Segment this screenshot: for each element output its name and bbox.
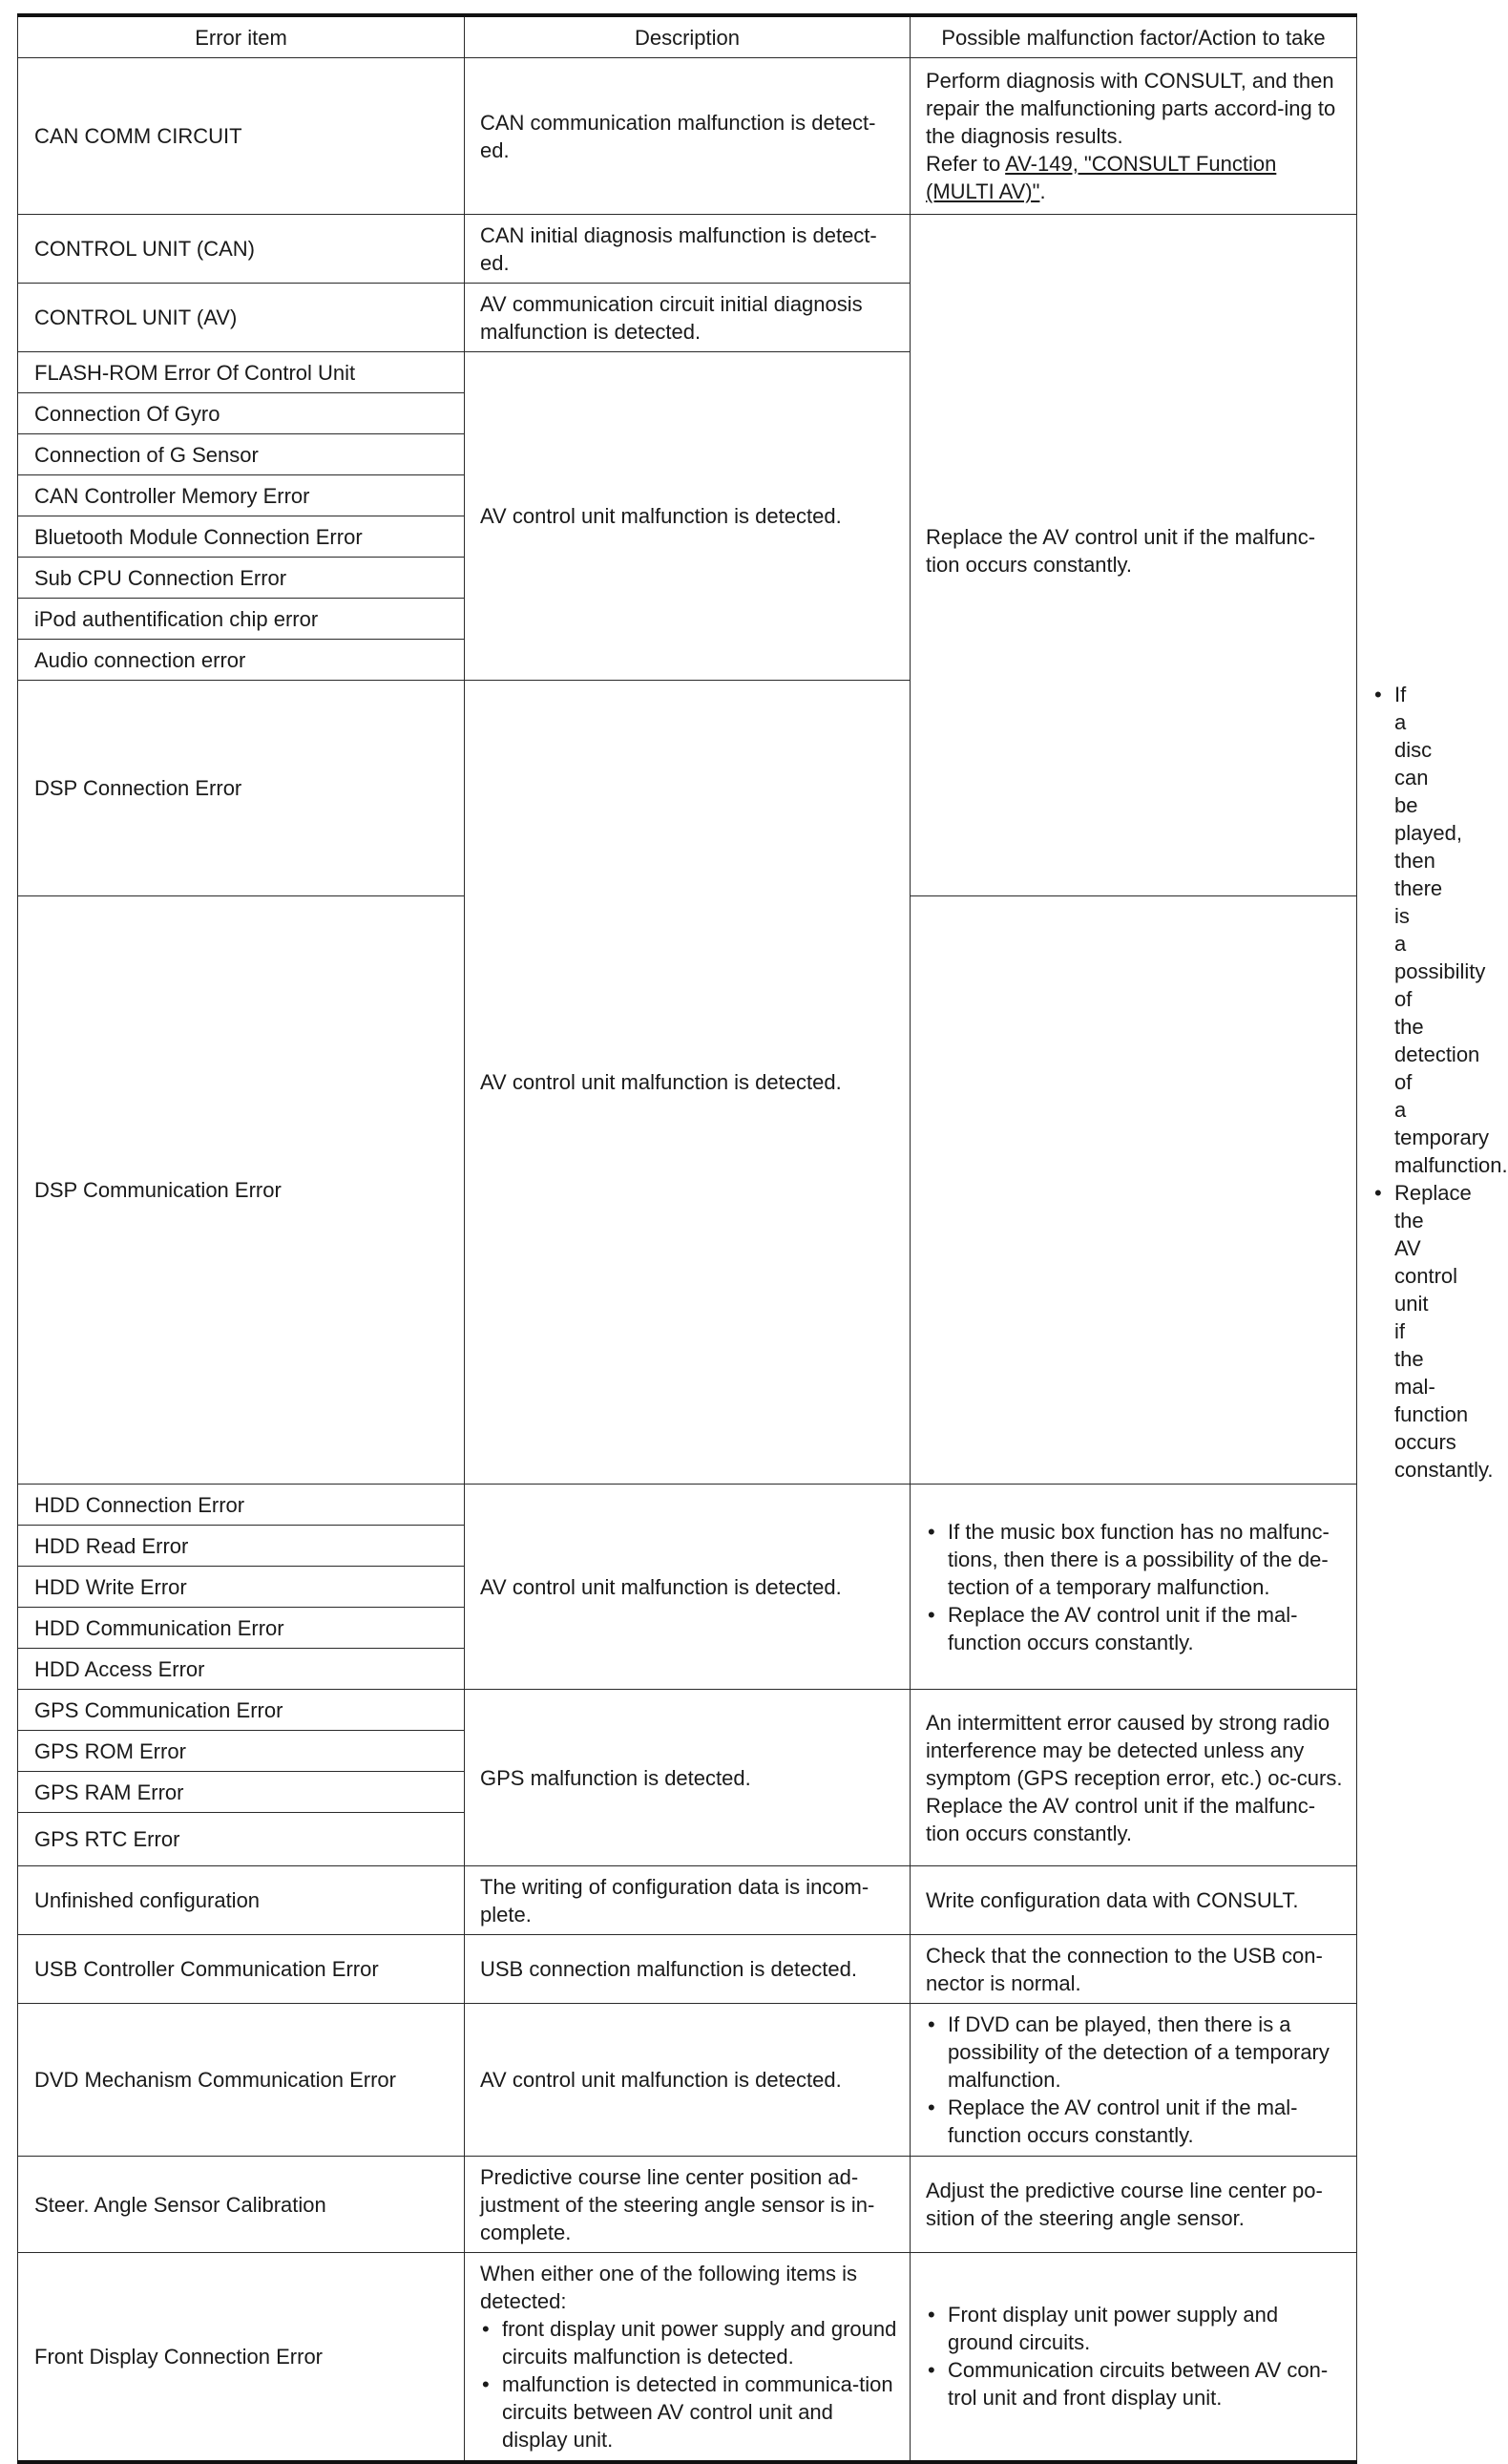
table-row	[18, 1935, 1357, 2004]
description-cell: AV control unit malfunction is detected.	[465, 1485, 911, 1690]
action-cell	[911, 58, 1357, 215]
table-row	[18, 215, 1357, 284]
table-row	[18, 1485, 1357, 1526]
error-item-cell: USB Controller Communication Error	[18, 1935, 465, 2004]
description-intro: When either one of the following items is detected:	[480, 2261, 857, 2313]
action-text: An intermittent error caused by strong radio interference may be detected unless any symptom (GPS reception error, etc.) oc-curs.	[926, 1710, 1343, 1790]
error-item-cell: HDD Access Error	[18, 1649, 465, 1690]
list-item: • Replace the AV control unit if the mal-function occurs constantly.	[926, 1601, 1347, 1656]
description-cell: AV control unit malfunction is detected.	[465, 681, 911, 1485]
table-row	[18, 2004, 1357, 2157]
action-text: Replace the AV control unit if the malfunc-tion occurs constantly.	[926, 1793, 1316, 1845]
table-row	[18, 2253, 1357, 2462]
description-cell: CAN initial diagnosis malfunction is detect-ed.	[465, 215, 911, 284]
description-cell: The writing of configuration data is incom-plete.	[465, 1866, 911, 1935]
action-cell	[911, 1485, 1357, 1690]
error-item-cell: GPS ROM Error	[18, 1731, 465, 1772]
error-item-cell: GPS RTC Error	[18, 1813, 465, 1866]
action-cell: Adjust the predictive course line center po-sition of the steering angle sensor.	[911, 2157, 1357, 2253]
list-item: • Communication circuits between AV con-trol unit and front display unit.	[926, 2356, 1347, 2411]
description-cell	[465, 2253, 911, 2462]
error-item-cell: GPS Communication Error	[18, 1690, 465, 1731]
table-row	[18, 58, 1357, 215]
error-item-cell: iPod authentification chip error	[18, 599, 465, 640]
table-row	[18, 1690, 1357, 1731]
action-cell: Write configuration data with CONSULT.	[911, 1866, 1357, 1935]
error-item-cell: GPS RAM Error	[18, 1772, 465, 1813]
error-item-table	[17, 13, 1508, 2464]
action-ref-suffix: .	[1039, 179, 1046, 203]
description-cell: AV communication circuit initial diagnosis malfunction is detected.	[465, 284, 911, 352]
description-cell: USB connection malfunction is detected.	[465, 1935, 911, 2004]
action-ref-prefix: Refer to	[926, 152, 1006, 176]
action-cell	[911, 1690, 1357, 1866]
error-table-sheet	[17, 13, 1508, 2464]
description-bullet-list	[480, 2315, 900, 2453]
table-row	[18, 2157, 1357, 2253]
description-cell: GPS malfunction is detected.	[465, 1690, 911, 1866]
error-item-cell: Steer. Angle Sensor Calibration	[18, 2157, 465, 2253]
description-cell: AV control unit malfunction is detected.	[465, 352, 911, 681]
error-item-cell: Connection of G Sensor	[18, 434, 465, 475]
error-item-cell: DSP Connection Error	[18, 681, 465, 896]
list-item: • If a disc can be played, then there is a possibility of the detection of a temporary malfunction.	[1372, 681, 1394, 1179]
error-item-cell: FLASH-ROM Error Of Control Unit	[18, 352, 465, 393]
header-description: Description	[465, 15, 911, 58]
error-item-cell: Sub CPU Connection Error	[18, 558, 465, 599]
list-item: • If DVD can be played, then there is a possibility of the detection of a temporary malfunction.	[926, 2011, 1347, 2094]
error-item-cell: HDD Connection Error	[18, 1485, 465, 1526]
action-bullet-list	[926, 2011, 1347, 2149]
error-item-cell: Front Display Connection Error	[18, 2253, 465, 2462]
error-item-cell: Unfinished configuration	[18, 1866, 465, 1935]
description-cell: Predictive course line center position ad-justment of the steering angle sensor is in-complete.	[465, 2157, 911, 2253]
table-header-row	[18, 15, 1357, 58]
list-item: • Front display unit power supply and ground circuits.	[926, 2301, 1347, 2356]
list-item: • Replace the AV control unit if the mal-function occurs constantly.	[926, 2094, 1347, 2149]
description-cell: AV control unit malfunction is detected.	[465, 2004, 911, 2157]
action-cell-shared: Replace the AV control unit if the malfunc-tion occurs constantly.	[911, 215, 1357, 896]
error-item-cell: Connection Of Gyro	[18, 393, 465, 434]
error-item-cell: HDD Write Error	[18, 1567, 465, 1608]
list-item: • front display unit power supply and ground circuits malfunction is detected.	[480, 2315, 900, 2370]
header-error-item: Error item	[18, 15, 465, 58]
action-cell	[911, 2253, 1357, 2462]
header-action: Possible malfunction factor/Action to take	[911, 15, 1357, 58]
list-item: • Replace the AV control unit if the mal-function occurs constantly.	[1372, 1179, 1394, 1484]
error-item-cell: CONTROL UNIT (CAN)	[18, 215, 465, 284]
action-text: Perform diagnosis with CONSULT, and then repair the malfunctioning parts accord-ing to the diagnosis results.	[926, 69, 1336, 148]
table-row	[18, 1866, 1357, 1935]
error-item-cell: HDD Read Error	[18, 1526, 465, 1567]
action-bullet-list	[926, 2301, 1347, 2411]
error-item-cell: DVD Mechanism Communication Error	[18, 2004, 465, 2157]
error-item-cell: CAN Controller Memory Error	[18, 475, 465, 516]
error-item-cell: Bluetooth Module Connection Error	[18, 516, 465, 558]
list-item: • malfunction is detected in communica-tion circuits between AV control unit and display unit.	[480, 2370, 900, 2453]
action-cell	[911, 2004, 1357, 2157]
error-item-cell: Audio connection error	[18, 640, 465, 681]
consult-function-link[interactable]: AV-149, "CONSULT Function (MULTI AV)"	[926, 152, 1277, 203]
error-item-cell: CONTROL UNIT (AV)	[18, 284, 465, 352]
error-item-cell: DSP Communication Error	[18, 896, 465, 1485]
action-bullet-list	[926, 1518, 1347, 1656]
action-cell: Check that the connection to the USB con-nector is normal.	[911, 1935, 1357, 2004]
description-cell: CAN communication malfunction is detect-ed.	[465, 58, 911, 215]
list-item: • If the music box function has no malfunc-tions, then there is a possibility of the de-tection of a temporary malfunction.	[926, 1518, 1347, 1601]
error-item-cell: HDD Communication Error	[18, 1608, 465, 1649]
error-item-cell: CAN COMM CIRCUIT	[18, 58, 465, 215]
